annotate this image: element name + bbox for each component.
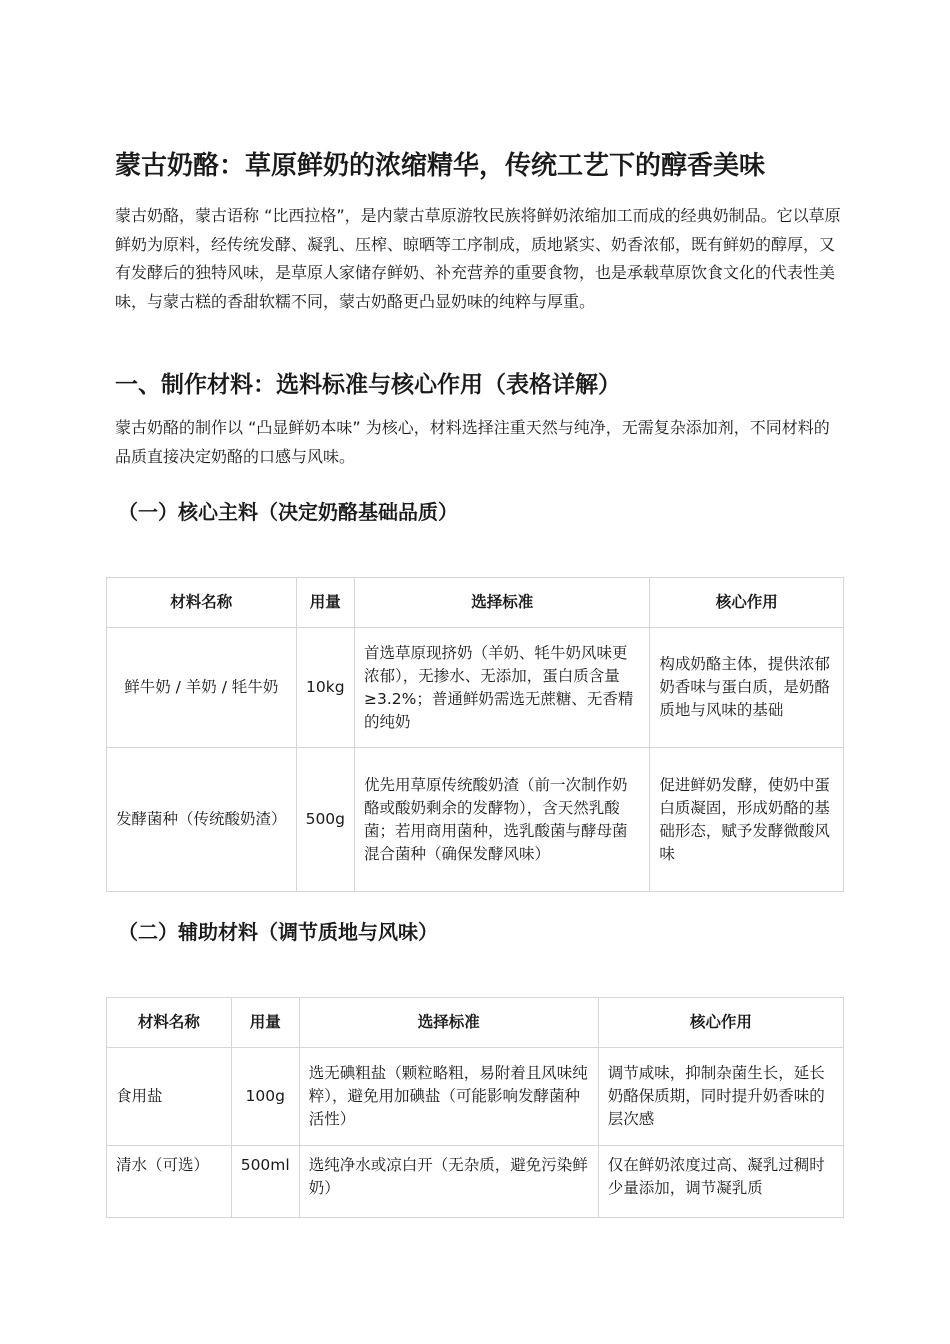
amount-cell: 100g [231,1048,299,1146]
standard-cell: 选纯净水或凉白开（无杂质，避免污染鲜奶） [299,1146,598,1218]
page-title: 蒙古奶酪：草原鲜奶的浓缩精华，传统工艺下的醇香美味 [115,151,766,181]
function-cell: 调节咸味，抑制杂菌生长，延长奶酪保质期，同时提升奶香味的层次感 [598,1048,843,1146]
column-header-name: 材料名称 [107,578,297,628]
standard-cell: 选无碘粗盐（颗粒略粗，易附着且风味纯粹），避免用加碘盐（可能影响发酵菌种活性） [299,1048,598,1146]
material-name-cell: 清水（可选） [107,1146,232,1218]
table-row [107,628,844,748]
material-name-cell: 鲜牛奶 / 羊奶 / 牦牛奶 [107,628,297,748]
function-cell: 仅在鲜奶浓度过高、凝乳过稠时少量添加，调节凝乳质 [598,1146,843,1218]
section-heading-materials: 一、制作材料：选料标准与核心作用（表格详解） [115,372,621,398]
aux-materials-table [106,997,844,1218]
subheading-aux-materials: （二）辅助材料（调节质地与风味） [118,920,438,944]
table-row [107,748,844,892]
table-row [107,1146,844,1218]
column-header-name: 材料名称 [107,998,232,1048]
amount-cell: 500g [296,748,354,892]
column-header-standard: 选择标准 [355,578,650,628]
column-header-function: 核心作用 [650,578,844,628]
intro-paragraph: 蒙古奶酪，蒙古语称 “比西拉格”，是内蒙古草原游牧民族将鲜奶浓缩加工而成的经典奶制品。它以草原鲜奶为原料，经传统发酵、凝乳、压榨、晾晒等工序制成，质地紧实、奶香浓郁，既有鲜奶的醇厚，又有发酵后的独特风味，是草原人家储存鲜奶、补充营养的重要食物，也是承载草原饮食文化的代表性美味，与蒙古糕的香甜软糯不同，蒙古奶酪更凸显奶味的纯粹与厚重。 [115,206,841,311]
section-intro-paragraph: 蒙古奶酪的制作以 “凸显鲜奶本味” 为核心，材料选择注重天然与纯净，无需复杂添加剂，不同材料的品质直接决定奶酪的口感与风味。 [115,418,830,466]
main-materials-table [106,577,844,892]
function-cell: 构成奶酪主体，提供浓郁奶香味与蛋白质，是奶酪质地与风味的基础 [650,628,844,748]
material-name-cell: 食用盐 [107,1048,232,1146]
amount-cell: 10kg [296,628,354,748]
column-header-amount: 用量 [296,578,354,628]
table-header-row [107,998,844,1048]
column-header-function: 核心作用 [598,998,843,1048]
function-cell: 促进鲜奶发酵，使奶中蛋白质凝固，形成奶酪的基础形态，赋予发酵微酸风味 [650,748,844,892]
subheading-main-materials: （一）核心主料（决定奶酪基础品质） [118,500,458,524]
table-header-row [107,578,844,628]
material-name-cell: 发酵菌种（传统酸奶渣） [107,748,297,892]
column-header-standard: 选择标准 [299,998,598,1048]
table-row [107,1048,844,1146]
standard-cell: 优先用草原传统酸奶渣（前一次制作奶酪或酸奶剩余的发酵物），含天然乳酸菌；若用商用菌种，选乳酸菌与酵母菌混合菌种（确保发酵风味） [355,748,650,892]
column-header-amount: 用量 [231,998,299,1048]
amount-cell: 500ml [231,1146,299,1218]
standard-cell: 首选草原现挤奶（羊奶、牦牛奶风味更浓郁），无掺水、无添加，蛋白质含量≥3.2%；普通鲜奶需选无蔗糖、无香精的纯奶 [355,628,650,748]
